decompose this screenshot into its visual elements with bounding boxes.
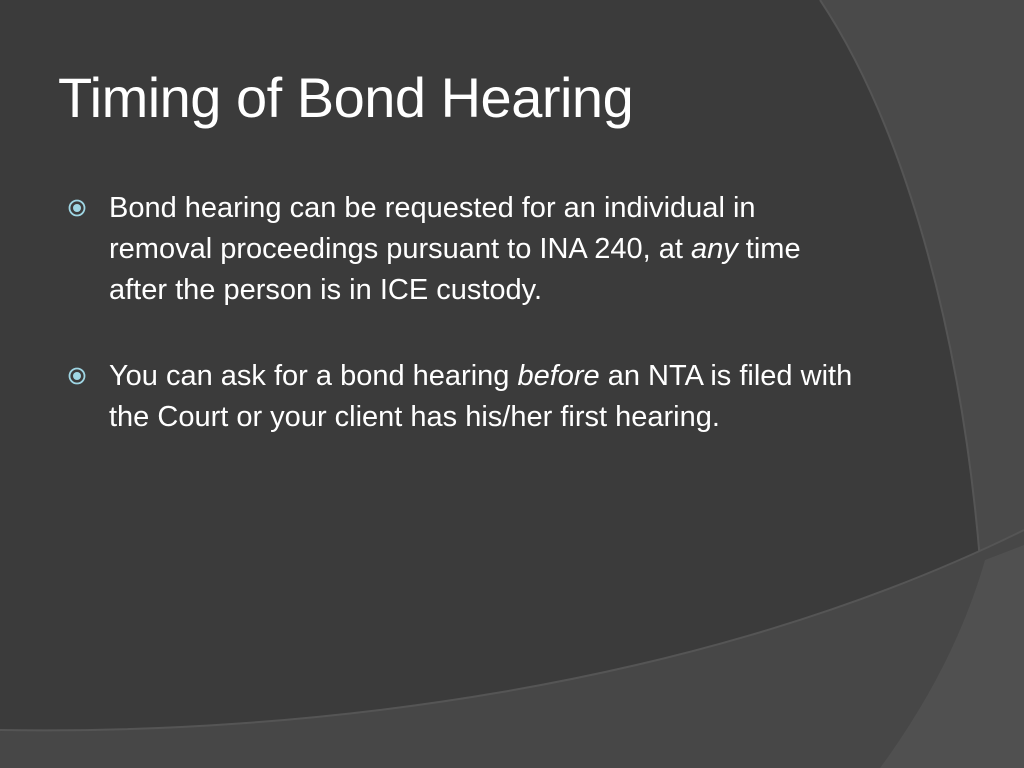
- bullet-emphasis: any: [690, 233, 738, 265]
- bullet-text-after: time after the person is in ICE custody.: [109, 233, 801, 306]
- bullet-list: [62, 188, 862, 483]
- bullet-text-after: an NTA is filed with the Court or your client has his/her first hearing.: [109, 360, 853, 433]
- bullet-text-before: You can ask for a bond hearing: [109, 360, 518, 392]
- bullet-item: [62, 356, 862, 438]
- circle-dot-icon: [68, 367, 86, 385]
- bullet-item: [62, 188, 862, 311]
- slide-title: Timing of Bond Hearing: [58, 66, 634, 129]
- circle-dot-icon: [68, 199, 86, 217]
- bullet-emphasis: before: [517, 360, 600, 392]
- bullet-text-before: Bond hearing can be requested for an individual in removal proceedings pursuant to INA 240, at: [109, 192, 756, 265]
